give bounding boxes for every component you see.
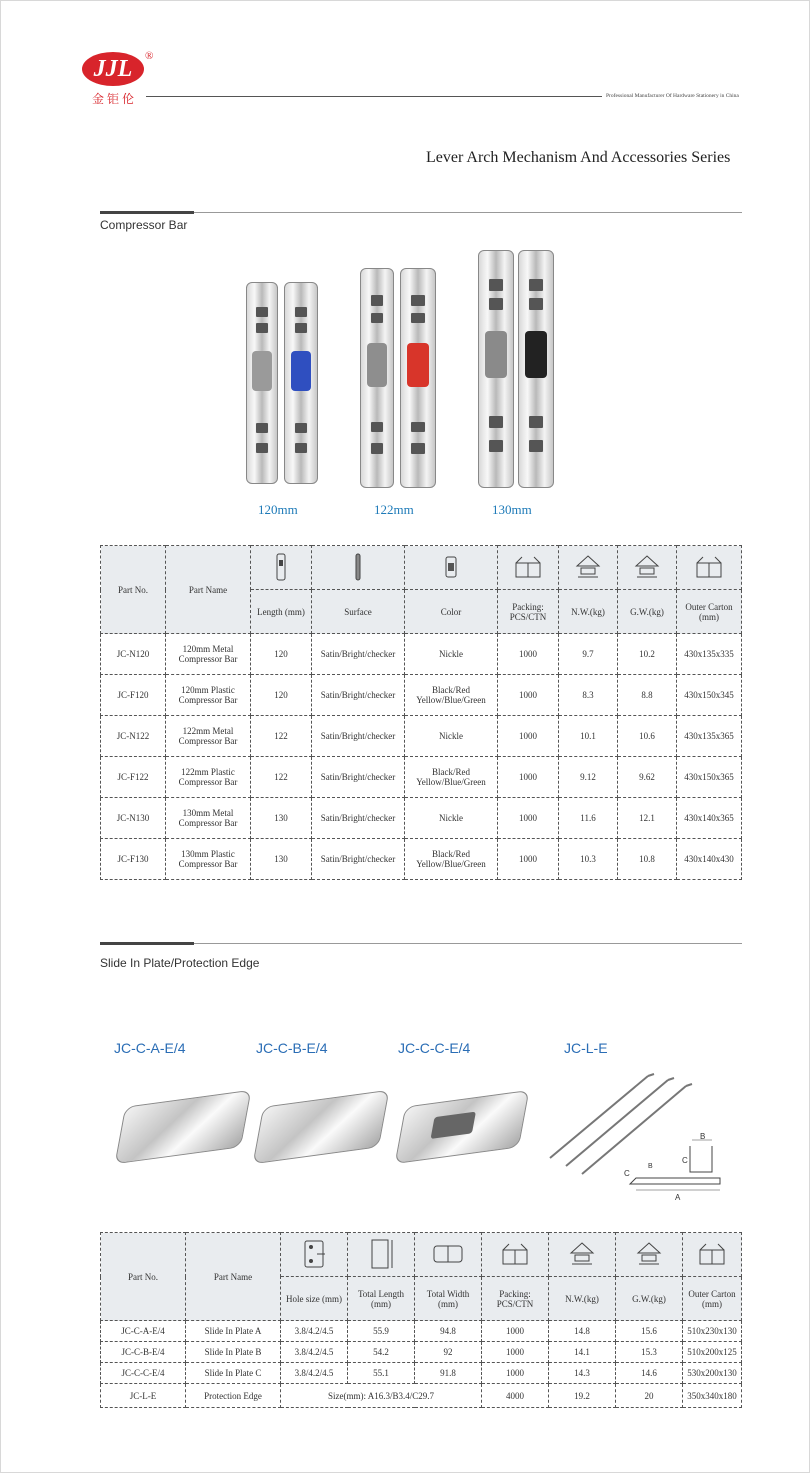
diagram-label-c: C (682, 1156, 688, 1165)
cell-part-name: 130mm Plastic Compressor Bar (166, 839, 251, 880)
section-divider (100, 943, 742, 944)
table-row (101, 839, 742, 880)
cell-color: Nickle (405, 634, 498, 675)
cell-part-no: JC-N120 (101, 634, 166, 675)
length-icon (251, 546, 312, 590)
header-gw: G.W.(kg) (616, 1277, 683, 1321)
header-hole-size: Hole size (mm) (281, 1277, 348, 1321)
slide-plate-table (100, 1232, 742, 1408)
cell-hole-size: 3.8/4.2/4.5 (281, 1321, 348, 1342)
cell-color: Black/Red Yellow/Blue/Green (405, 675, 498, 716)
diagram-label-b: B (700, 1132, 706, 1141)
cell-carton: 530x200x130 (683, 1363, 742, 1384)
table-row (101, 1384, 742, 1408)
cell-packing: 1000 (498, 716, 559, 757)
cell-part-name: 120mm Plastic Compressor Bar (166, 675, 251, 716)
header-total-width: Total Width (mm) (415, 1277, 482, 1321)
cell-surface: Satin/Bright/checker (312, 757, 405, 798)
cell-nw: 19.2 (549, 1384, 616, 1408)
cell-surface: Satin/Bright/checker (312, 798, 405, 839)
cell-total-width: 94.8 (415, 1321, 482, 1342)
surface-icon (312, 546, 405, 590)
packing-box-icon (482, 1233, 549, 1277)
cell-total-length: 55.9 (348, 1321, 415, 1342)
diagram-label-b2: B (648, 1163, 653, 1170)
cell-total-width: 92 (415, 1342, 482, 1363)
tagline: Professional Manufacturer Of Hardware Stationery in China (606, 93, 739, 99)
bar-plastic-120 (284, 282, 318, 484)
cell-surface: Satin/Bright/checker (312, 634, 405, 675)
color-icon (405, 546, 498, 590)
header-part-name: Part Name (166, 546, 251, 634)
cell-part-no: JC-N130 (101, 798, 166, 839)
cell-surface: Satin/Bright/checker (312, 839, 405, 880)
cell-packing: 1000 (482, 1342, 549, 1363)
net-weight-icon (559, 546, 618, 590)
cell-length: 122 (251, 716, 312, 757)
bar-metal-120 (246, 282, 278, 484)
section-divider (100, 212, 742, 213)
header-part-no: Part No. (101, 546, 166, 634)
cell-total-width: 91.8 (415, 1363, 482, 1384)
cell-carton: 430x150x345 (677, 675, 742, 716)
total-length-icon (348, 1233, 415, 1277)
outer-carton-icon (683, 1233, 742, 1277)
logo-chinese-name: 金钜伦 (92, 92, 138, 106)
cell-carton: 430x140x430 (677, 839, 742, 880)
cell-carton: 510x230x130 (683, 1321, 742, 1342)
bar-plastic-122 (400, 268, 436, 488)
cell-packing: 1000 (482, 1321, 549, 1342)
cell-packing: 4000 (482, 1384, 549, 1408)
cell-part-name: 120mm Metal Compressor Bar (166, 634, 251, 675)
series-title: Lever Arch Mechanism And Accessories Series (426, 149, 731, 166)
cell-gw: 10.8 (618, 839, 677, 880)
model-label-b: JC-C-B-E/4 (256, 1040, 328, 1056)
outer-carton-icon (677, 546, 742, 590)
company-logo (82, 50, 152, 106)
cell-carton: 430x140x365 (677, 798, 742, 839)
model-label-l: JC-L-E (564, 1040, 608, 1056)
cell-gw: 15.6 (616, 1321, 683, 1342)
cell-gw: 10.2 (618, 634, 677, 675)
header-surface: Surface (312, 590, 405, 634)
cell-part-no: JC-C-A-E/4 (101, 1321, 186, 1342)
cell-length: 120 (251, 634, 312, 675)
bar-metal-130 (478, 250, 514, 488)
gross-weight-icon (618, 546, 677, 590)
cell-nw: 14.1 (549, 1342, 616, 1363)
cell-gw: 10.6 (618, 716, 677, 757)
cell-surface: Satin/Bright/checker (312, 675, 405, 716)
cell-gw: 20 (616, 1384, 683, 1408)
table-row (101, 1321, 742, 1342)
cell-surface: Satin/Bright/checker (312, 716, 405, 757)
table-row (101, 1363, 742, 1384)
cell-packing: 1000 (498, 757, 559, 798)
size-label-120: 120mm (258, 502, 298, 517)
table-row (101, 1342, 742, 1363)
cell-part-no: JC-F122 (101, 757, 166, 798)
hole-size-icon (281, 1233, 348, 1277)
cell-length: 130 (251, 798, 312, 839)
size-label-130: 130mm (492, 502, 532, 517)
cell-size: Size(mm): A16.3/B3.4/C29.7 (281, 1384, 482, 1408)
diagram-label-a: A (675, 1193, 681, 1202)
cell-packing: 1000 (498, 675, 559, 716)
cell-nw: 9.12 (559, 757, 618, 798)
cell-hole-size: 3.8/4.2/4.5 (281, 1342, 348, 1363)
table-row (101, 675, 742, 716)
cell-packing: 1000 (498, 634, 559, 675)
cell-carton: 430x135x365 (677, 716, 742, 757)
cell-part-name: 130mm Metal Compressor Bar (166, 798, 251, 839)
cell-hole-size: 3.8/4.2/4.5 (281, 1363, 348, 1384)
cell-nw: 9.7 (559, 634, 618, 675)
protection-edge-image (540, 1066, 740, 1206)
knob-black (525, 331, 547, 378)
model-label-a: JC-C-A-E/4 (114, 1040, 186, 1056)
packing-box-icon (498, 546, 559, 590)
header-carton: Outer Carton (mm) (683, 1277, 742, 1321)
cell-gw: 9.62 (618, 757, 677, 798)
cell-part-name: 122mm Plastic Compressor Bar (166, 757, 251, 798)
cell-nw: 11.6 (559, 798, 618, 839)
cell-part-no: JC-C-B-E/4 (101, 1342, 186, 1363)
cell-gw: 12.1 (618, 798, 677, 839)
cell-part-name: 122mm Metal Compressor Bar (166, 716, 251, 757)
cell-part-no: JC-F120 (101, 675, 166, 716)
knob-red (407, 343, 429, 387)
cell-length: 120 (251, 675, 312, 716)
header-carton: Outer Carton (mm) (677, 590, 742, 634)
header-packing: Packing: PCS/CTN (482, 1277, 549, 1321)
cell-nw: 8.3 (559, 675, 618, 716)
cell-total-length: 55.1 (348, 1363, 415, 1384)
cell-length: 130 (251, 839, 312, 880)
cell-carton: 510x200x125 (683, 1342, 742, 1363)
bar-plastic-130 (518, 250, 554, 488)
cell-part-name: Slide In Plate C (186, 1363, 281, 1384)
total-width-icon (415, 1233, 482, 1277)
cell-length: 122 (251, 757, 312, 798)
cell-carton: 430x135x335 (677, 634, 742, 675)
cell-part-name: Slide In Plate A (186, 1321, 281, 1342)
header-length: Length (mm) (251, 590, 312, 634)
cell-packing: 1000 (498, 798, 559, 839)
cell-part-name: Protection Edge (186, 1384, 281, 1408)
gross-weight-icon (616, 1233, 683, 1277)
cell-carton: 430x150x365 (677, 757, 742, 798)
header-color: Color (405, 590, 498, 634)
net-weight-icon (549, 1233, 616, 1277)
header-gw: G.W.(kg) (618, 590, 677, 634)
table-row (101, 757, 742, 798)
cell-part-no: JC-N122 (101, 716, 166, 757)
header-nw: N.W.(kg) (559, 590, 618, 634)
header-divider (146, 96, 602, 97)
cell-nw: 10.1 (559, 716, 618, 757)
cell-packing: 1000 (498, 839, 559, 880)
header-part-no: Part No. (101, 1233, 186, 1321)
cell-part-no: JC-C-C-E/4 (101, 1363, 186, 1384)
bar-metal-122 (360, 268, 394, 488)
cell-color: Nickle (405, 798, 498, 839)
header-nw: N.W.(kg) (549, 1277, 616, 1321)
cell-packing: 1000 (482, 1363, 549, 1384)
compressor-bar-table (100, 545, 742, 880)
table-row (101, 716, 742, 757)
cell-nw: 10.3 (559, 839, 618, 880)
diagram-label-c2: C (624, 1169, 630, 1178)
cell-nw: 14.8 (549, 1321, 616, 1342)
registered-mark: ® (145, 50, 154, 62)
cell-gw: 15.3 (616, 1342, 683, 1363)
cell-part-name: Slide In Plate B (186, 1342, 281, 1363)
header-total-length: Total Length (mm) (348, 1277, 415, 1321)
section-title-slide-in-plate: Slide In Plate/Protection Edge (100, 956, 260, 970)
cell-gw: 8.8 (618, 675, 677, 716)
size-label-122: 122mm (374, 502, 414, 517)
cell-carton: 350x340x180 (683, 1384, 742, 1408)
knob-blue (291, 351, 311, 391)
cell-part-no: JC-F130 (101, 839, 166, 880)
cell-color: Black/Red Yellow/Blue/Green (405, 757, 498, 798)
cell-color: Nickle (405, 716, 498, 757)
section-title-compressor-bar: Compressor Bar (100, 218, 188, 232)
cell-part-no: JC-L-E (101, 1384, 186, 1408)
table-row (101, 634, 742, 675)
model-label-c: JC-C-C-E/4 (398, 1040, 471, 1056)
logo-mark: JJL (82, 52, 144, 86)
cell-color: Black/Red Yellow/Blue/Green (405, 839, 498, 880)
cell-gw: 14.6 (616, 1363, 683, 1384)
header-packing: Packing: PCS/CTN (498, 590, 559, 634)
cell-total-length: 54.2 (348, 1342, 415, 1363)
cell-nw: 14.3 (549, 1363, 616, 1384)
table-row (101, 798, 742, 839)
header-part-name: Part Name (186, 1233, 281, 1321)
